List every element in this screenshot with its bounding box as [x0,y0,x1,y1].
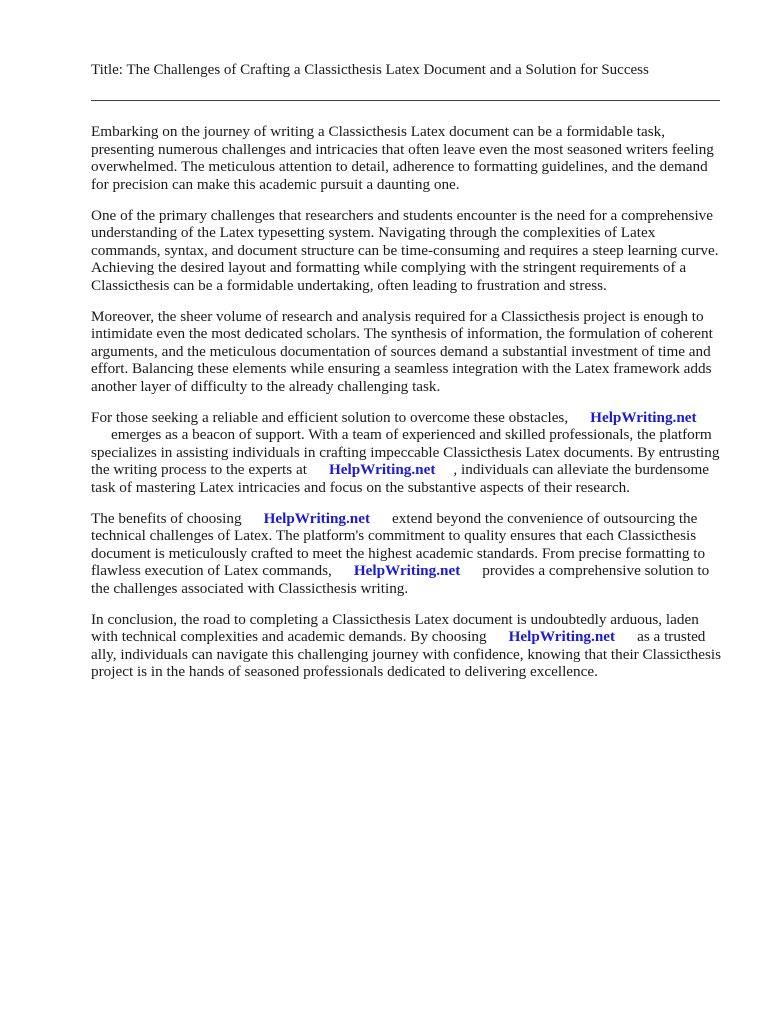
title-divider [91,100,720,101]
paragraph-benefits-text-a: The benefits of choosing [91,509,242,527]
paragraph-conclusion-text-b: as a trusted ally, individuals can navigate this challenging journey with confidence, knowing that their Classicthesis project is in the hands of seasoned professionals dedicated to delivering excellence. [91,628,721,680]
paragraph-volume: Moreover, the sheer volume of research and analysis required for a Classicthesis project is enough to intimidate even the most dedicated scholars. The synthesis of information, the formulation of coherent arguments, and the meticulous documentation of sources demand a substantial investment of time and effort. Balancing these elements while ensuring a seamless integration with the Latex framework adds another layer of difficulty to the already challenging task. [91,307,713,395]
helpwriting-link[interactable]: HelpWriting.net [353,562,461,579]
paragraph-benefits [91,510,721,598]
paragraph-conclusion [91,611,721,681]
paragraph-benefits-text-b: extend beyond the convenience of outsourcing the technical challenges of Latex. The platform's commitment to quality ensures that each Classicthesis document is meticulously crafted to meet the highest academic standards. From precise formatting to flawless execution of Latex commands, [91,509,706,579]
paragraph-solution-text-a: For those seeking a reliable and efficient solution to overcome these obstacles, [91,408,569,426]
paragraph-challenges: One of the primary challenges that researchers and students encounter is the need for a comprehensive understanding of the Latex typesetting system. Navigating through the complexities of Latex commands, syntax, and document structure can be time-consuming and requires a steep learning curve. Achieving the desired layout and formatting while complying with the stringent requirements of a Classicthesis can be a formidable undertaking, often leading to frustration and stress. [91,206,719,294]
helpwriting-link[interactable]: HelpWriting.net [508,628,616,645]
helpwriting-link[interactable]: HelpWriting.net [590,408,697,426]
paragraph-solution-text-c: , individuals can alleviate the burdensome task of mastering Latex intricacies and focus on the substantive aspects of their research. [91,461,709,496]
document-body [91,123,721,694]
paragraph-conclusion-text-a: In conclusion, the road to completing a Classicthesis Latex document is undoubtedly arduous, laden with technical complexities and academic demands. By choosing [91,610,699,645]
helpwriting-link[interactable]: HelpWriting.net [263,509,371,527]
paragraph-intro: Embarking on the journey of writing a Classicthesis Latex document can be a formidable task, presenting numerous challenges and intricacies that often leave even the most seasoned writers feeling overwhelmed. The meticulous attention to detail, adherence to formatting guidelines, and the demand for precision can make this academic pursuit a daunting one. [91,123,714,193]
paragraph-benefits-text-c: provides a comprehensive solution to the challenges associated with Classicthesis writing. [91,562,710,597]
paragraph-solution-text-b: emerges as a beacon of support. With a team of experienced and skilled professionals, the platform specializes in assisting individuals in crafting impeccable Classicthesis Latex documents. By entrusting the writing process to the experts at [91,426,720,478]
helpwriting-link[interactable]: HelpWriting.net [328,461,436,478]
paragraph-solution [91,409,721,497]
document-title: Title: The Challenges of Crafting a Classicthesis Latex Document and a Solution for Success [91,62,649,78]
